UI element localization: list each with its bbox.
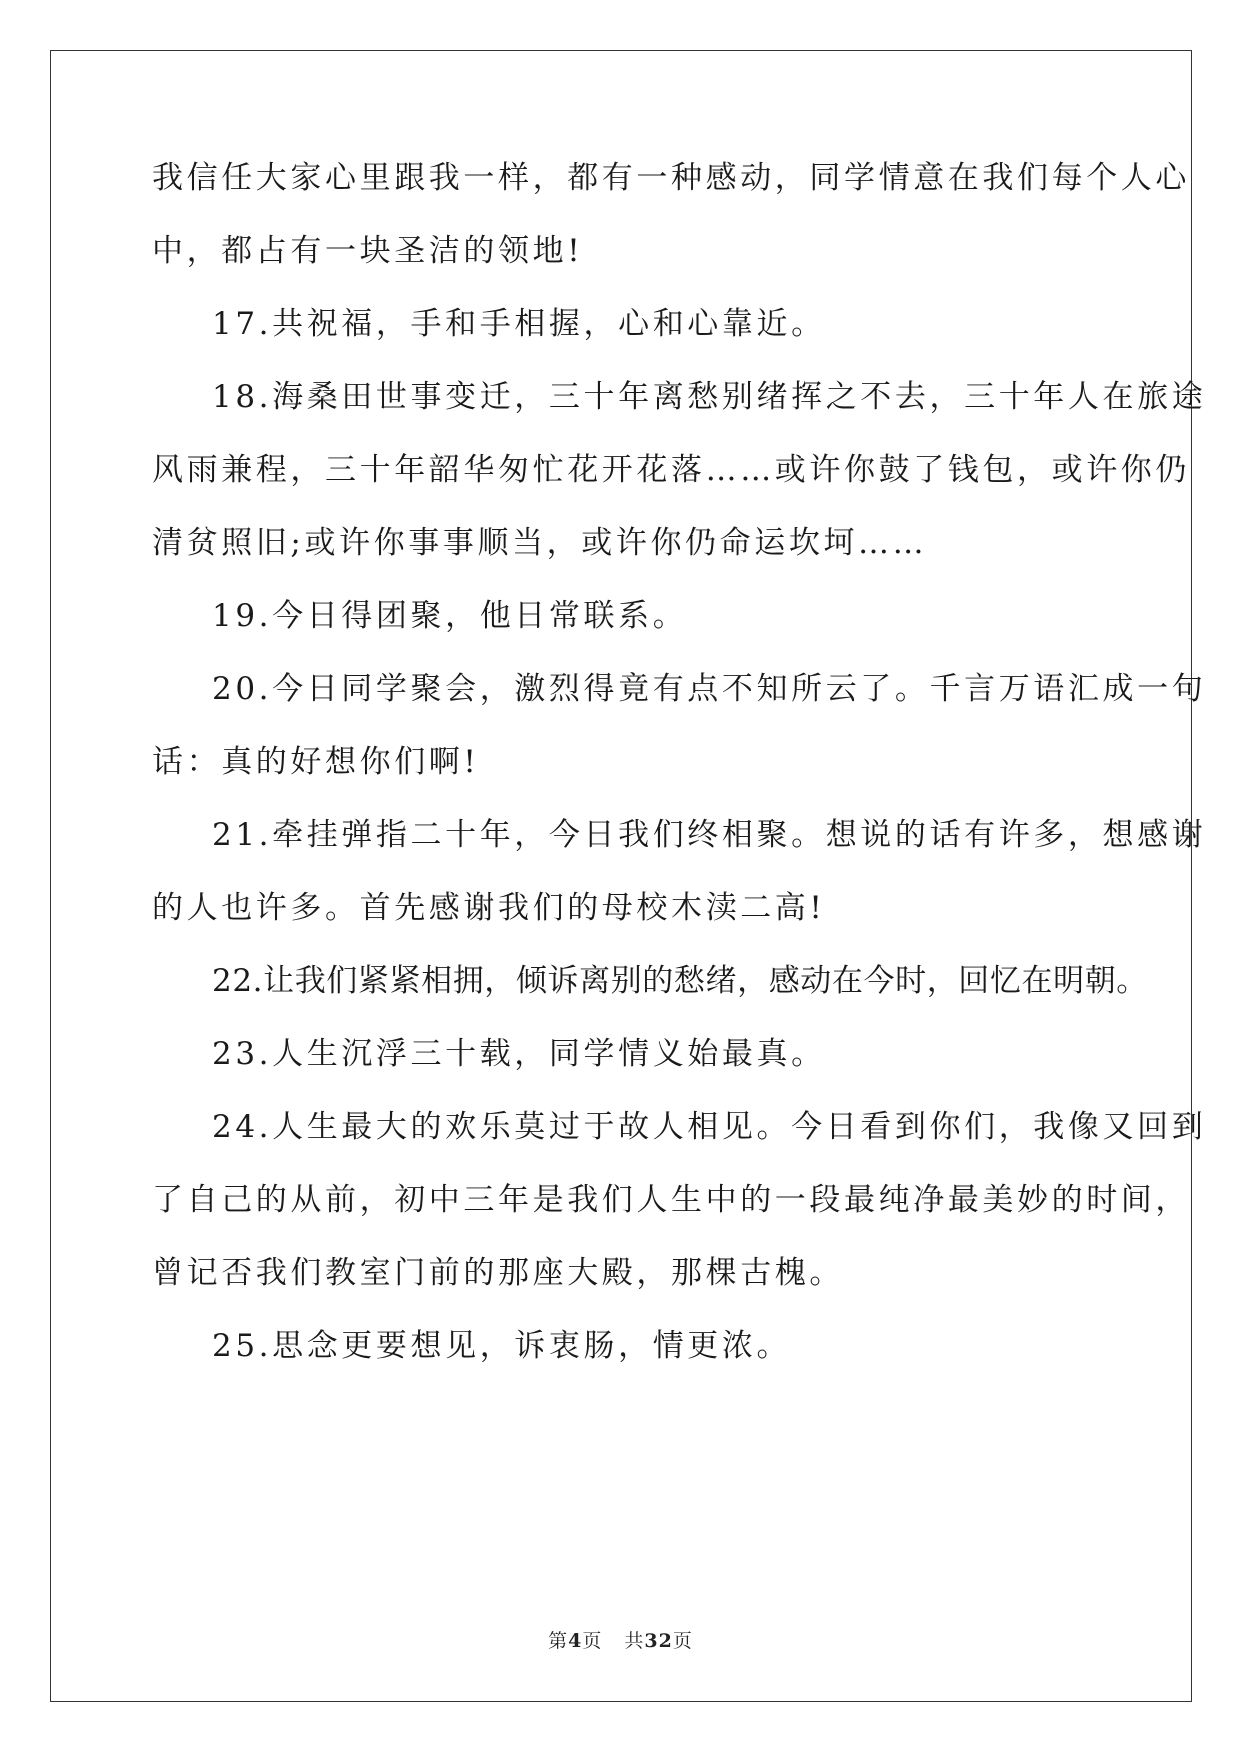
- text-line: 17.共祝福，手和手相握，心和心靠近。: [212, 306, 826, 342]
- text-line: 清贫照旧;或许你事事顺当，或许你仍命运坎坷……: [152, 525, 928, 561]
- text-line: 19.今日得团聚，他日常联系。: [212, 598, 688, 634]
- text-line: 我信任大家心里跟我一样，都有一种感动，同学情意在我们每个人心: [152, 160, 1190, 196]
- footer-total-unit: 页: [672, 1630, 693, 1652]
- footer-total-pages: 32: [644, 1630, 673, 1652]
- text-line: 24.人生最大的欢乐莫过于故人相见。今日看到你们，我像又回到: [212, 1109, 1207, 1145]
- text-line: 了自己的从前，初中三年是我们人生中的一段最纯净最美妙的时间，: [152, 1182, 1190, 1218]
- footer-total-prefix: 共: [624, 1630, 645, 1652]
- text-line: 风雨兼程，三十年韶华匆忙花开花落……或许你鼓了钱包，或许你仍: [152, 452, 1190, 488]
- text-line: 曾记否我们教室门前的那座大殿，那棵古槐。: [152, 1255, 844, 1291]
- footer-page-unit: 页: [582, 1630, 603, 1652]
- text-line: 18.海桑田世事变迁，三十年离愁别绪挥之不去，三十年人在旅途: [212, 379, 1207, 415]
- footer-page-prefix: 第: [548, 1630, 569, 1652]
- text-line: 话：真的好想你们啊!: [152, 744, 480, 780]
- text-line: 22.让我们紧紧相拥，倾诉离别的愁绪，感动在今时，回忆在明朝。: [212, 963, 1148, 999]
- page-footer: [0, 1626, 1241, 1653]
- text-line: 23.人生沉浮三十载，同学情义始最真。: [212, 1036, 826, 1072]
- text-line: 中，都占有一块圣洁的领地!: [152, 233, 584, 269]
- text-line: 21.牵挂弹指二十年，今日我们终相聚。想说的话有许多，想感谢: [212, 817, 1207, 853]
- page-border: [50, 50, 1192, 1702]
- footer-page-number: 4: [568, 1630, 583, 1652]
- text-line: 的人也许多。首先感谢我们的母校木渎二高!: [152, 890, 826, 926]
- text-line: 25.思念更要想见，诉衷肠，情更浓。: [212, 1328, 792, 1364]
- text-line: 20.今日同学聚会，激烈得竟有点不知所云了。千言万语汇成一句: [212, 671, 1207, 707]
